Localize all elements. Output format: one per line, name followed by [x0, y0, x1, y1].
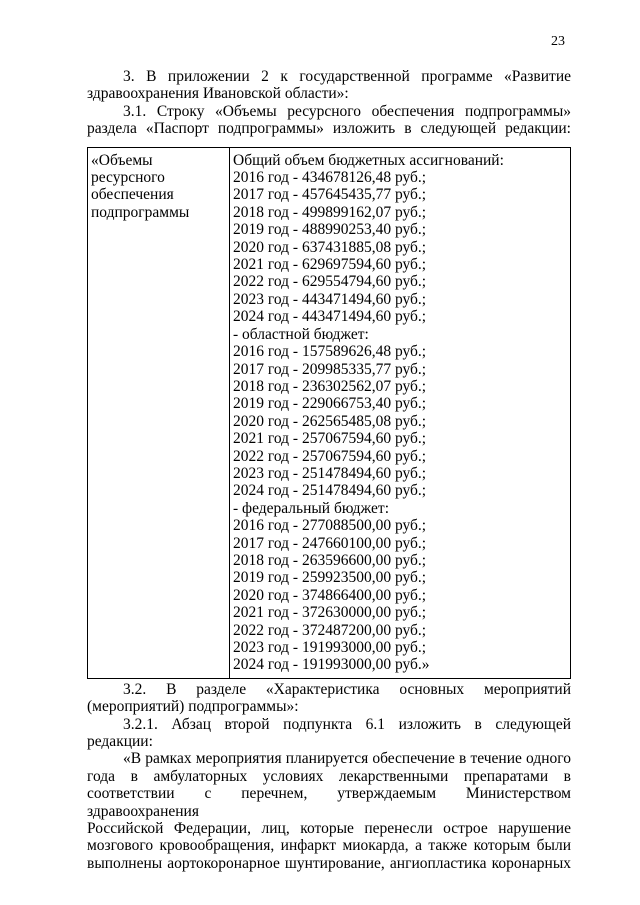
value-line: 2016 год - 277088500,00 руб.;: [233, 517, 427, 535]
quote-line: года в амбулаторных условиях лекарственными препаратами в: [87, 767, 571, 785]
quote-line: мозгового кровообращения, инфаркт миокарда, а также которым были: [87, 837, 571, 855]
item-3-1-line-1: 3.1. Строку «Объемы ресурсного обеспечения подпрограммы»: [123, 102, 571, 120]
value-line: 2017 год - 457645435,77 руб.;: [233, 186, 427, 204]
value-line: 2023 год - 443471494,60 руб.;: [233, 290, 427, 308]
page-number: 23: [551, 34, 565, 49]
value-line: 2020 год - 262565485,08 руб.;: [233, 412, 427, 430]
item-3-1-line-2: раздела «Паспорт подпрограммы» изложить в следующей редакции:: [87, 120, 571, 138]
document-body: [87, 68, 571, 872]
value-line: 2019 год - 259923500,00 руб.;: [233, 569, 427, 587]
value-line: 2022 год - 372487200,00 руб.;: [233, 621, 427, 639]
item-3-2-line-2: (мероприятий) подпрограммы»:: [87, 698, 299, 716]
value-line: 2018 год - 236302562,07 руб.;: [233, 377, 427, 395]
value-line: 2021 год - 257067594,60 руб.;: [233, 430, 427, 448]
value-line: 2022 год - 629554794,60 руб.;: [233, 273, 427, 291]
value-line: 2019 год - 229066753,40 руб.;: [233, 395, 427, 413]
value-line: 2023 год - 191993000,00 руб.;: [233, 639, 427, 656]
value-line: 2021 год - 629697594,60 руб.;: [233, 256, 427, 274]
table-row: [88, 147, 571, 678]
quote-line: Российской Федерации, лиц, которые перенесли острое нарушение: [87, 820, 571, 838]
value-line: - федеральный бюджет:: [233, 499, 389, 517]
value-line: 2024 год - 251478494,60 руб.;: [233, 482, 427, 500]
item-3-2-1-line-1: 3.2.1. Абзац второй подпункта 6.1 изложить в следующей редакции:: [87, 715, 571, 751]
quote-line: выполнены аортокоронарное шунтирование, ангиопластика коронарных: [87, 854, 571, 872]
value-line: 2023 год - 251478494,60 руб.;: [233, 464, 427, 482]
intro-line-1: 3. В приложении 2 к государственной программе «Развитие: [123, 68, 571, 85]
value-line: Общий объем бюджетных ассигнований:: [233, 151, 504, 169]
label-line: обеспечения: [91, 186, 174, 204]
value-line: 2016 год - 434678126,48 руб.;: [233, 169, 427, 187]
label-line: «Объемы ресурсного: [91, 151, 165, 187]
value-line: 2018 год - 499899162,07 руб.;: [233, 203, 427, 221]
value-line: - областной бюджет:: [233, 325, 369, 343]
value-line: 2024 год - 191993000,00 руб.»: [233, 656, 430, 674]
value-line: 2024 год - 443471494,60 руб.;: [233, 308, 427, 326]
quote-line: «В рамках мероприятия планируется обеспечение в течение одного: [123, 750, 571, 768]
value-line: 2019 год - 488990253,40 руб.;: [233, 221, 427, 239]
value-line: 2016 год - 157589626,48 руб.;: [233, 343, 427, 361]
value-line: 2022 год - 257067594,60 руб.;: [233, 447, 427, 465]
intro-line-2: здравоохранения Ивановской области»:: [87, 85, 349, 103]
value-line: 2020 год - 637431885,08 руб.;: [233, 238, 427, 256]
value-line: 2017 год - 247660100,00 руб.;: [233, 534, 427, 552]
item-3-2-line-1: 3.2. В разделе «Характеристика основных мероприятий: [123, 680, 571, 698]
value-line: 2018 год - 263596600,00 руб.;: [233, 551, 427, 569]
quote-line: соответствии с перечнем, утверждаемым Министерством здравоохранения: [87, 785, 571, 820]
value-line: 2020 год - 374866400,00 руб.;: [233, 586, 427, 604]
passport-table: [87, 147, 571, 679]
table-label-cell: [88, 147, 230, 678]
value-line: 2017 год - 209985335,77 руб.;: [233, 360, 427, 378]
label-line: подпрограммы: [91, 203, 190, 221]
table-value-cell: [230, 147, 571, 678]
value-line: 2021 год - 372630000,00 руб.;: [233, 604, 427, 622]
